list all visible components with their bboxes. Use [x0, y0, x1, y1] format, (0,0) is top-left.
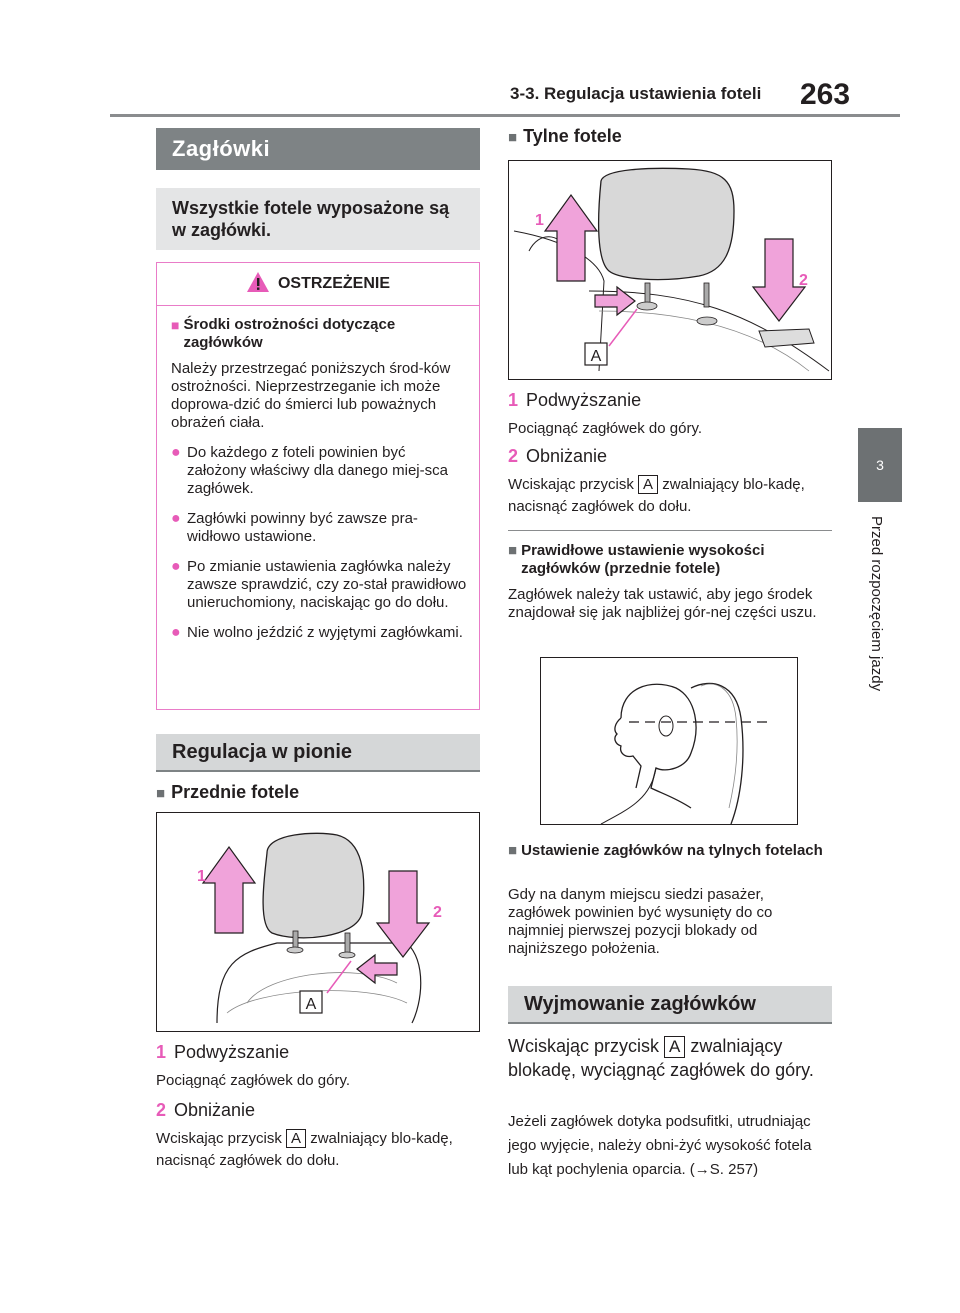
warning-text: Należy przestrzegać poniższych środ-ków ostrożności. Nieprzestrzeganie ich może doprowa-dzić do śmierci lub poważnych obrażeń ciała. — [171, 360, 451, 431]
rear-headrest-figure — [508, 160, 832, 380]
section-heading-vertical: Regulacja w pionie — [156, 734, 480, 772]
intro-box: Wszystkie fotele wyposażone są w zagłówki. — [156, 188, 480, 250]
rear-seats-heading: ■ Tylne fotele — [508, 126, 622, 146]
up-arrow-icon — [545, 195, 597, 281]
figure-label-a: A — [590, 348, 602, 365]
rear-setting-heading: ■ Ustawienie zagłówków na tylnych fotelach — [508, 842, 823, 859]
warning-header — [157, 263, 479, 306]
divider — [508, 530, 832, 531]
down-arrow-icon — [377, 871, 429, 957]
rear-step-1-desc: Pociągnąć zagłówek do góry. — [508, 420, 703, 437]
chapter-tab: 3 — [858, 428, 902, 502]
square-bullet-icon: ■ — [156, 785, 166, 802]
section-title: 3-3. Regulacja ustawienia foteli — [510, 84, 762, 103]
removal-note: Jeżeli zagłówek dotyka podsufitki, utrudniając jego wyjęcie, należy obni-żyć wysokość fotela lub kąt pochylenia oparcia. (→S. 257) — [508, 1113, 812, 1178]
square-bullet-icon: ■ — [508, 129, 518, 146]
front-step-1: 1 Podwyższanie — [156, 1042, 290, 1062]
warning-item: ● Nie wolno jeździć z wyjętymi zagłówkami. — [171, 624, 463, 641]
rear-step-1: 1 Podwyższanie — [508, 390, 642, 410]
chapter-title: Przed rozpoczęciem jazdy — [868, 516, 885, 692]
down-arrow-icon — [753, 239, 805, 321]
square-bullet-icon: ■ — [171, 317, 180, 333]
section-heading-headrests: Zagłówki — [156, 128, 480, 170]
figure-label-2: 2 — [433, 904, 442, 921]
warning-item: ● Po zmianie ustawienia zagłówka należy zawsze sprawdzić, czy zo-stał prawidłowo unieruchomiony, naciskając go do dołu. — [171, 558, 467, 611]
figure-label-1: 1 — [197, 868, 206, 885]
head-position-illustration — [541, 658, 797, 824]
header-rule — [110, 114, 900, 117]
warning-box — [156, 262, 480, 710]
proper-height-text: Zagłówek należy tak ustawić, aby jego środek znajdował się jak najbliżej gór-nej części uszu. — [508, 586, 817, 621]
front-step-1-desc: Pociągnąć zagłówek do góry. — [156, 1072, 351, 1089]
up-arrow-icon — [203, 847, 255, 933]
square-bullet-icon: ■ — [508, 542, 518, 559]
section-heading-removal: Wyjmowanie zagłówków — [508, 986, 832, 1024]
removal-text: Wciskając przycisk A zwalniający blokadę, wyciągnąć zagłówek do góry. — [508, 1036, 814, 1080]
rear-headrest-illustration — [509, 161, 831, 379]
rear-step-2-desc: Wciskając przycisk A zwalniający blo-kadę, nacisnąć zagłówek do dołu. — [508, 476, 805, 515]
figure-label-2: 2 — [799, 272, 808, 289]
warning-triangle-icon — [246, 271, 270, 293]
rear-step-2: 2 Obniżanie — [508, 446, 608, 466]
proper-height-heading: ■ Prawidłowe ustawienie wysokości zagłówków (przednie fotele) — [508, 542, 765, 577]
bullet-icon: ● — [171, 510, 181, 527]
push-arrow-icon — [357, 955, 397, 983]
page-number: 263 — [800, 78, 851, 111]
rear-setting-text: Gdy na danym miejscu siedzi pasażer, zagłówek powinien być wysunięty do co najmniej pierwszej pozycji blokady od najniższego położenia. — [508, 886, 773, 957]
head-position-figure — [540, 657, 798, 825]
square-bullet-icon: ■ — [508, 842, 518, 859]
front-step-2-desc: Wciskając przycisk A zwalniający blo-kadę, nacisnąć zagłówek do dołu. — [156, 1130, 453, 1169]
button-a-key: A — [664, 1036, 685, 1058]
front-step-2: 2 Obniżanie — [156, 1100, 256, 1120]
bullet-icon: ● — [171, 624, 181, 641]
bullet-icon: ● — [171, 444, 181, 461]
warning-title: OSTRZEŻENIE — [277, 275, 390, 292]
button-a-key: A — [638, 475, 658, 494]
figure-label-1: 1 — [535, 212, 544, 229]
bullet-icon: ● — [171, 558, 181, 575]
button-a-key: A — [286, 1129, 306, 1148]
front-seats-heading: ■ Przednie fotele — [156, 782, 300, 802]
warning-item: ● Do każdego z foteli powinien być założony właściwy dla danego miej-sca zagłówek. — [171, 444, 448, 497]
warning-subheading: ■ Środki ostrożności dotyczące zagłówków — [171, 316, 396, 351]
front-headrest-figure — [156, 812, 480, 1032]
figure-label-a: A — [305, 996, 317, 1013]
front-headrest-illustration — [157, 813, 479, 1031]
warning-item: ● Zagłówki powinny być zawsze pra-widłowo ustawione. — [171, 510, 418, 545]
